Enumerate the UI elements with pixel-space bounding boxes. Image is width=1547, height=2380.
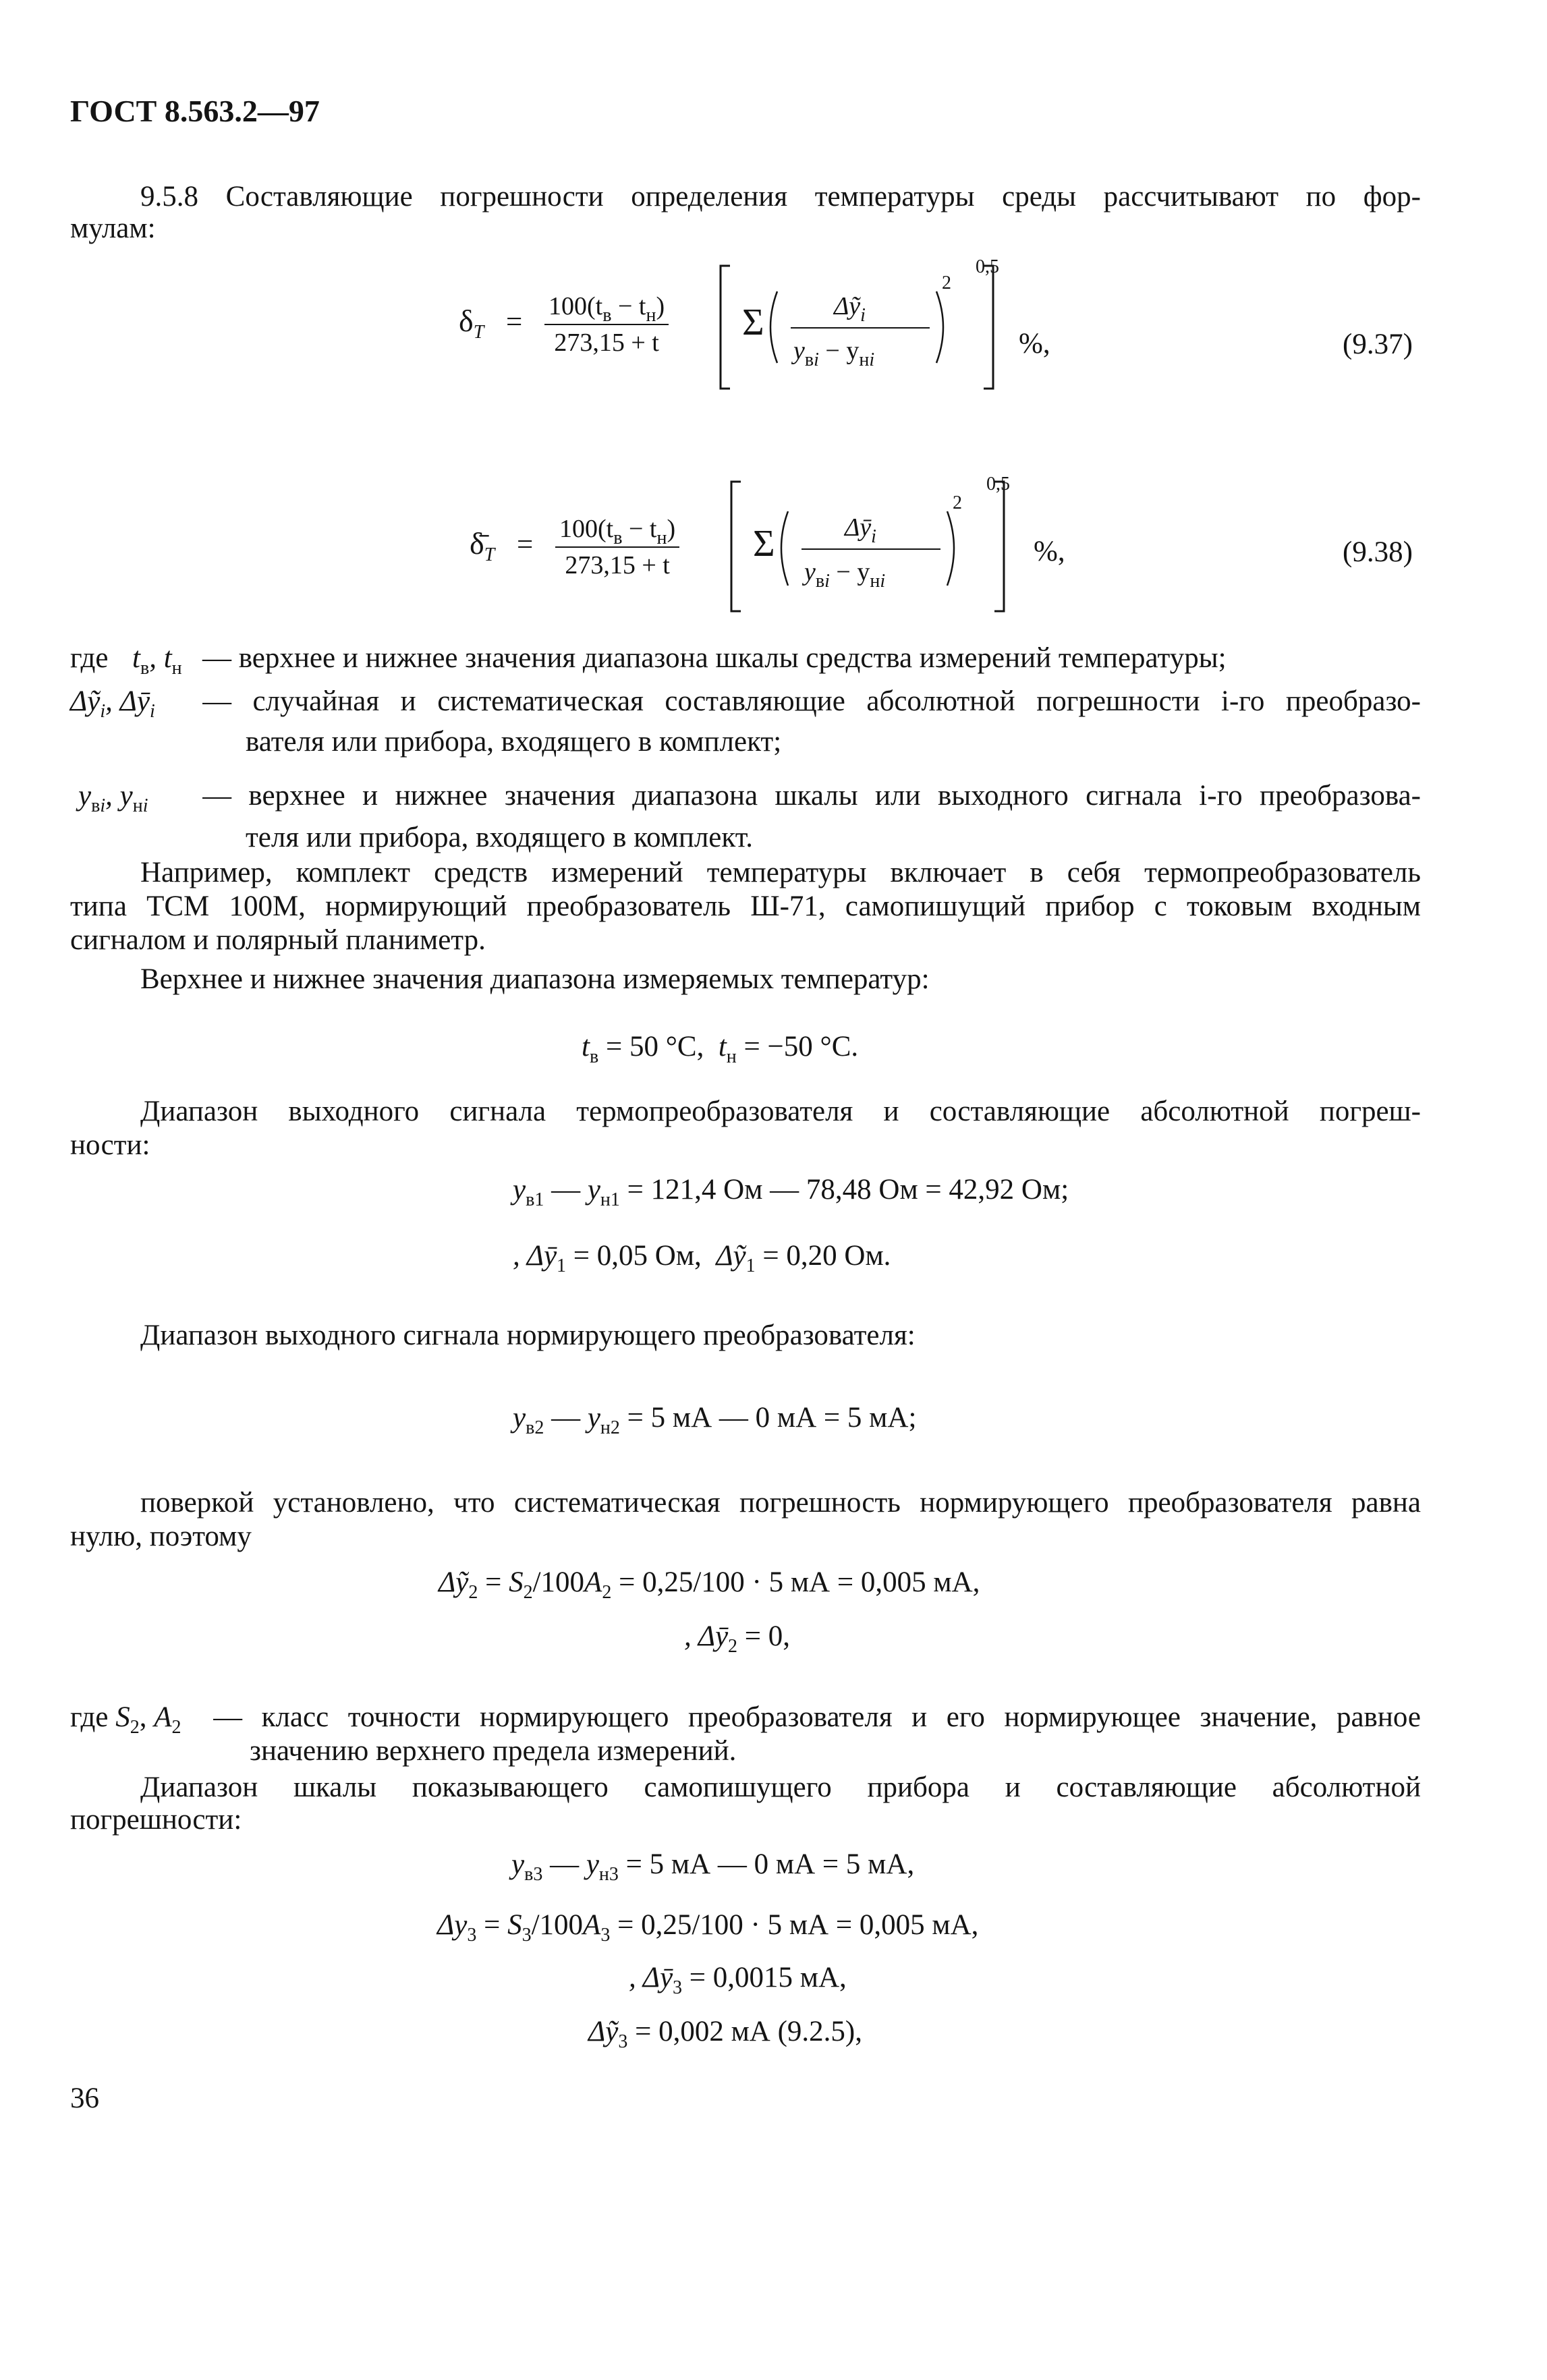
defs2-text-1: — класс точности нормирующего преобразователя и его нормирующее значение, равное: [213, 1701, 1421, 1733]
defs2-where: где $S_2$, $A_2$: [70, 1701, 181, 1738]
normalizer-line-1: Диапазон выходного сигнала нормирующего преобразователя:: [140, 1320, 916, 1351]
recorder-eq-2: $\Delta y_3 = S_3/100A_3 = 0,25/100 \cdot 5$ мА = 0,005 мА,: [437, 1909, 979, 1946]
delta-tilde-symbol: δ: [459, 303, 474, 338]
equation-number-9-37: (9.37): [1343, 329, 1413, 360]
def-dy-text-2: вателя или прибора, входящего в комплект;: [246, 726, 782, 758]
def-where: где: [70, 642, 109, 674]
fraction-temperature: $\frac{100(t_в - t_н)}{273,15 + t}$: [544, 290, 669, 359]
normalizer-eq-1: $y_{в2}$ — $y_{н2} = 5$ мА — 0 мА = 5 мА;: [513, 1402, 917, 1438]
def-dy-text-1: — случайная и систематическая составляющие абсолютной погрешности i-го преобразо-: [202, 685, 1421, 717]
sensor-eq-1: $y_{в1}$ — $y_{н1} = 121,4$ Ом — 78,48 Ом = 42,92 Ом;: [513, 1174, 1069, 1210]
percent-unit-2: %,: [1034, 536, 1065, 567]
temperature-values: $t_в = 50$ °C, $t_н = -50$ °C.: [582, 1031, 859, 1067]
document-header: ГОСТ 8.563.2—97: [70, 94, 320, 128]
power-0-5b: 0,5: [986, 474, 1010, 494]
intro-line-1: 9.5.8 Составляющие погрешности определения температуры среды рассчитывают по фор-: [140, 181, 1421, 213]
equation-number-9-38: (9.38): [1343, 536, 1413, 568]
normalizer-eq-2: Δỹ$_2$ = $S_2/100A_2 = 0,25/100 \cdot 5$ мА = 0,005 мА,: [439, 1566, 980, 1603]
example-line-3: сигналом и полярный планиметр.: [70, 924, 486, 956]
recorder-line-2: погрешности:: [70, 1804, 242, 1836]
def-y-text-1: — верхнее и нижнее значения диапазона шкалы или выходного сигнала i-го преобразова-: [202, 780, 1421, 812]
fraction-temperature-2: $\frac{100(t_в - t_н)}{273,15 + t}$: [555, 513, 679, 582]
defs2-text-2: значению верхнего предела измерений.: [250, 1735, 737, 1767]
sensor-eq-2: , $\Delta ȳ_1 = 0,05$ Ом, Δỹ$_1$ = 0,20 Ом.: [513, 1240, 891, 1276]
page-number: 36: [70, 2082, 99, 2114]
sensor-line-2: ности:: [70, 1129, 150, 1161]
def-dy-symbols: Δỹ$_i$, $\Delta ȳ_i$: [70, 685, 155, 722]
normalizer-line-2: поверкой установлено, что систематическая погрешность нормирующего преобразователя равна: [140, 1487, 1421, 1519]
sum-symbol-2: Σ: [753, 523, 775, 565]
recorder-eq-1: $y_{в3}$ — $y_{н3} = 5$ мА — 0 мА = 5 мА,: [511, 1848, 915, 1885]
inner-numerator-2: $\Delta ȳ_i$: [845, 513, 876, 547]
formula-9-38: $\deltā_T$ = $\frac{100(t_в - t_н)}{273,15 + t}$: [470, 513, 679, 582]
formula-9-37: $\delta_T$ = $\frac{100(t_в - t_н)}{273,15 + t}$: [459, 290, 669, 359]
sensor-line-1: Диапазон выходного сигнала термопреобразователя и составляющие абсолютной погреш-: [140, 1096, 1421, 1127]
def-y-symbols: $y_{вi}$, $y_{нi}$: [78, 780, 148, 816]
delta-bar-symbol: δ̄: [470, 526, 484, 561]
recorder-line-1: Диапазон шкалы показывающего самопишущего прибора и составляющие абсолютной: [140, 1772, 1421, 1803]
inner-denominator: $y_{вi} - y_{нi}$: [793, 337, 875, 370]
example-line-2: типа ТСМ 100М, нормирующий преобразователь Ш-71, самопишущий прибор с токовым входным: [70, 890, 1421, 922]
normalizer-line-3: нулю, поэтому: [70, 1521, 252, 1552]
recorder-eq-3: , $\Delta ȳ_3 = 0,0015$ мА,: [629, 1962, 847, 1998]
def-t-symbols: $t_в$, $t_н$: [132, 642, 182, 679]
power-2: 2: [942, 273, 951, 293]
recorder-eq-4: Δỹ$_3$ = 0,002 мА (9.2.5),: [588, 2016, 862, 2052]
sum-symbol: Σ: [742, 302, 764, 343]
example-line-1: Например, комплект средств измерений температуры включает в себя термопреобразователь: [140, 857, 1421, 888]
def-t-text: — верхнее и нижнее значения диапазона шкалы средства измерений температуры;: [202, 642, 1227, 674]
normalizer-eq-3: , $\Delta ȳ_2 = 0$,: [684, 1620, 791, 1657]
percent-unit: %,: [1019, 328, 1050, 360]
intro-line-2: мулам:: [70, 213, 156, 244]
example-line-4: Верхнее и нижнее значения диапазона измеряемых температур:: [140, 963, 930, 995]
power-2b: 2: [953, 492, 962, 513]
inner-denominator-2: $y_{вi} - y_{нi}$: [804, 558, 886, 592]
def-y-text-2: теля или прибора, входящего в комплект.: [246, 822, 754, 853]
power-0-5: 0,5: [976, 256, 999, 277]
inner-numerator: Δỹ$_i$: [834, 292, 866, 326]
